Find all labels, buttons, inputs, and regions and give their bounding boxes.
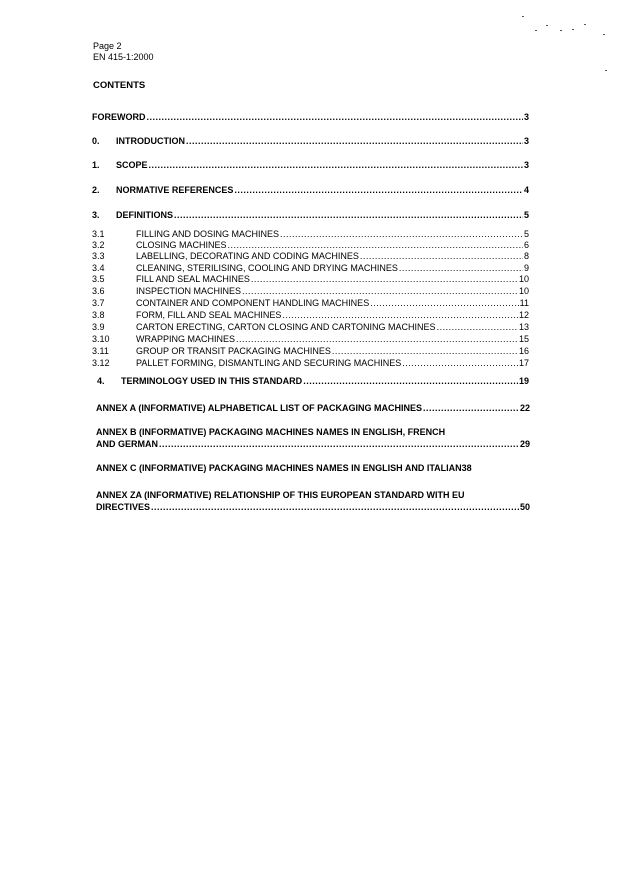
- toc-entry-introduction[interactable]: [92, 136, 529, 146]
- annex-title: ANNEX B (INFORMATIVE) PACKAGING MACHINES NAMES IN ENGLISH, FRENCH: [96, 427, 446, 437]
- toc-label: TERMINOLOGY USED IN THIS STANDARD: [121, 376, 303, 386]
- toc-number: 3.5: [92, 274, 105, 284]
- toc-number: 3.9: [92, 322, 105, 332]
- toc-annex-b[interactable]: [96, 426, 530, 450]
- toc-label: DEFINITIONS: [116, 210, 174, 220]
- scan-speck: [572, 29, 574, 30]
- leader-dots: [423, 402, 519, 414]
- toc-label: FORM, FILL AND SEAL MACHINES: [136, 310, 282, 320]
- toc-subentry[interactable]: [92, 334, 529, 344]
- annex-title: ANNEX C (INFORMATIVE) PACKAGING MACHINES NAMES IN ENGLISH AND ITALIAN: [96, 463, 462, 473]
- toc-annex-a[interactable]: [96, 402, 530, 414]
- leader-dots: [151, 501, 519, 513]
- annex-title-cont: DIRECTIVES: [96, 502, 151, 512]
- toc-subentry[interactable]: [92, 298, 529, 308]
- toc-number: 3.10: [92, 334, 110, 344]
- toc-page: 5: [523, 210, 529, 220]
- leader-dots: [437, 322, 518, 332]
- scan-speck: [522, 16, 524, 17]
- annex-title: ANNEX ZA (INFORMATIVE) RELATIONSHIP OF THIS EUROPEAN STANDARD WITH EU: [96, 490, 465, 500]
- toc-entry-definitions[interactable]: [92, 210, 529, 220]
- toc-subentry[interactable]: [92, 229, 529, 239]
- toc-page: 5: [523, 229, 529, 239]
- toc-page: 3: [523, 160, 529, 170]
- toc-entry-scope[interactable]: [92, 160, 529, 170]
- toc-label: WRAPPING MACHINES: [136, 334, 236, 344]
- toc-page: 10: [518, 286, 529, 296]
- leader-dots: [228, 240, 523, 250]
- toc-number: 0.: [92, 136, 100, 146]
- leader-dots: [186, 136, 523, 146]
- toc-page: 29: [519, 439, 530, 449]
- toc-number: 2.: [92, 185, 100, 195]
- toc-page: 4: [523, 185, 529, 195]
- toc-label: PALLET FORMING, DISMANTLING AND SECURING MACHINES: [136, 358, 402, 368]
- toc-page: 12: [518, 310, 529, 320]
- toc-number: 3.11: [92, 346, 109, 356]
- toc-label: SCOPE: [116, 160, 148, 170]
- toc-label: INSPECTION MACHINES: [136, 286, 242, 296]
- leader-dots: [159, 438, 519, 450]
- scan-speck: [535, 30, 537, 31]
- toc-label: INTRODUCTION: [116, 136, 185, 146]
- toc-subentry[interactable]: [92, 310, 529, 320]
- leader-dots: [149, 160, 523, 170]
- toc-page: 11: [519, 298, 529, 308]
- toc-page: 16: [518, 346, 529, 356]
- toc-number: 3.1: [92, 229, 105, 239]
- toc-label: NORMATIVE REFERENCES: [116, 185, 234, 195]
- toc-number: 3.6: [92, 286, 105, 296]
- toc-page: 50: [519, 502, 530, 512]
- leader-dots: [174, 210, 523, 220]
- scan-speck: [560, 30, 562, 31]
- toc-subentry[interactable]: [92, 358, 529, 368]
- annex-title: ANNEX A (INFORMATIVE) ALPHABETICAL LIST OF PACKAGING MACHINES: [96, 403, 422, 413]
- leader-dots: [251, 274, 518, 284]
- leader-dots: [234, 185, 523, 195]
- leader-dots: [360, 251, 523, 261]
- scan-speck: [546, 25, 548, 26]
- toc-number: 3.: [92, 210, 100, 220]
- toc-label: CONTAINER AND COMPONENT HANDLING MACHINES: [136, 298, 370, 308]
- toc-subentry[interactable]: [92, 263, 529, 273]
- leader-dots: [280, 229, 523, 239]
- toc-page: 3: [523, 136, 529, 146]
- toc-page: 6: [523, 240, 529, 250]
- leader-dots: [303, 376, 518, 386]
- toc-label: FILL AND SEAL MACHINES: [136, 274, 250, 284]
- toc-page: 38: [461, 463, 472, 473]
- toc-page: 10: [518, 274, 529, 284]
- toc-page: 17: [518, 358, 529, 368]
- toc-number: 3.8: [92, 310, 105, 320]
- toc-page: 8: [523, 251, 529, 261]
- toc-entry-normative-references[interactable]: [92, 185, 529, 195]
- toc-label: CLOSING MACHINES: [136, 240, 227, 250]
- toc-number: 3.12: [92, 358, 110, 368]
- leader-dots: [402, 358, 518, 368]
- annex-title-cont: AND GERMAN: [96, 439, 158, 449]
- toc-number: 1.: [92, 160, 100, 170]
- leader-dots: [147, 112, 523, 122]
- toc-label: LABELLING, DECORATING AND CODING MACHINES: [136, 251, 359, 261]
- toc-page: 22: [519, 403, 530, 413]
- page-number: Page 2: [93, 41, 122, 51]
- toc-entry-foreword[interactable]: [92, 112, 529, 122]
- leader-dots: [370, 298, 518, 308]
- toc-subentry[interactable]: [92, 346, 529, 356]
- toc-number: 3.4: [92, 263, 105, 273]
- scan-speck: [584, 24, 586, 25]
- toc-label: CARTON ERECTING, CARTON CLOSING AND CARTONING MACHINES: [136, 322, 436, 332]
- leader-dots: [242, 286, 518, 296]
- toc-page: 13: [518, 322, 529, 332]
- toc-label: FILLING AND DOSING MACHINES: [136, 229, 280, 239]
- standard-id: EN 415-1:2000: [93, 52, 154, 62]
- toc-page: 9: [523, 263, 529, 273]
- toc-number: 3.2: [92, 240, 105, 250]
- toc-number: 3.3: [92, 251, 105, 261]
- contents-title: CONTENTS: [93, 80, 146, 91]
- toc-page: 3: [523, 112, 529, 122]
- leader-dots: [332, 346, 518, 356]
- toc-subentry[interactable]: [92, 274, 529, 284]
- toc-subentry[interactable]: [92, 286, 529, 296]
- scan-speck: [605, 70, 607, 71]
- toc-entry-terminology[interactable]: [97, 376, 529, 386]
- toc-subentry[interactable]: [92, 251, 529, 261]
- toc-label: GROUP OR TRANSIT PACKAGING MACHINES: [136, 346, 331, 356]
- toc-subentry[interactable]: [92, 240, 529, 250]
- toc-annex-c[interactable]: [96, 462, 530, 474]
- leader-dots: [399, 263, 523, 273]
- toc-annex-za[interactable]: [96, 489, 530, 513]
- toc-label: FOREWORD: [92, 112, 146, 122]
- toc-page: 15: [518, 334, 529, 344]
- toc-number: 4.: [97, 376, 105, 386]
- scan-speck: [603, 34, 605, 35]
- toc-label: CLEANING, STERILISING, COOLING AND DRYING MACHINES: [136, 263, 398, 273]
- toc-subentry[interactable]: [92, 322, 529, 332]
- toc-page: 19: [518, 376, 529, 386]
- leader-dots: [236, 334, 518, 344]
- toc-number: 3.7: [92, 298, 105, 308]
- leader-dots: [282, 310, 518, 320]
